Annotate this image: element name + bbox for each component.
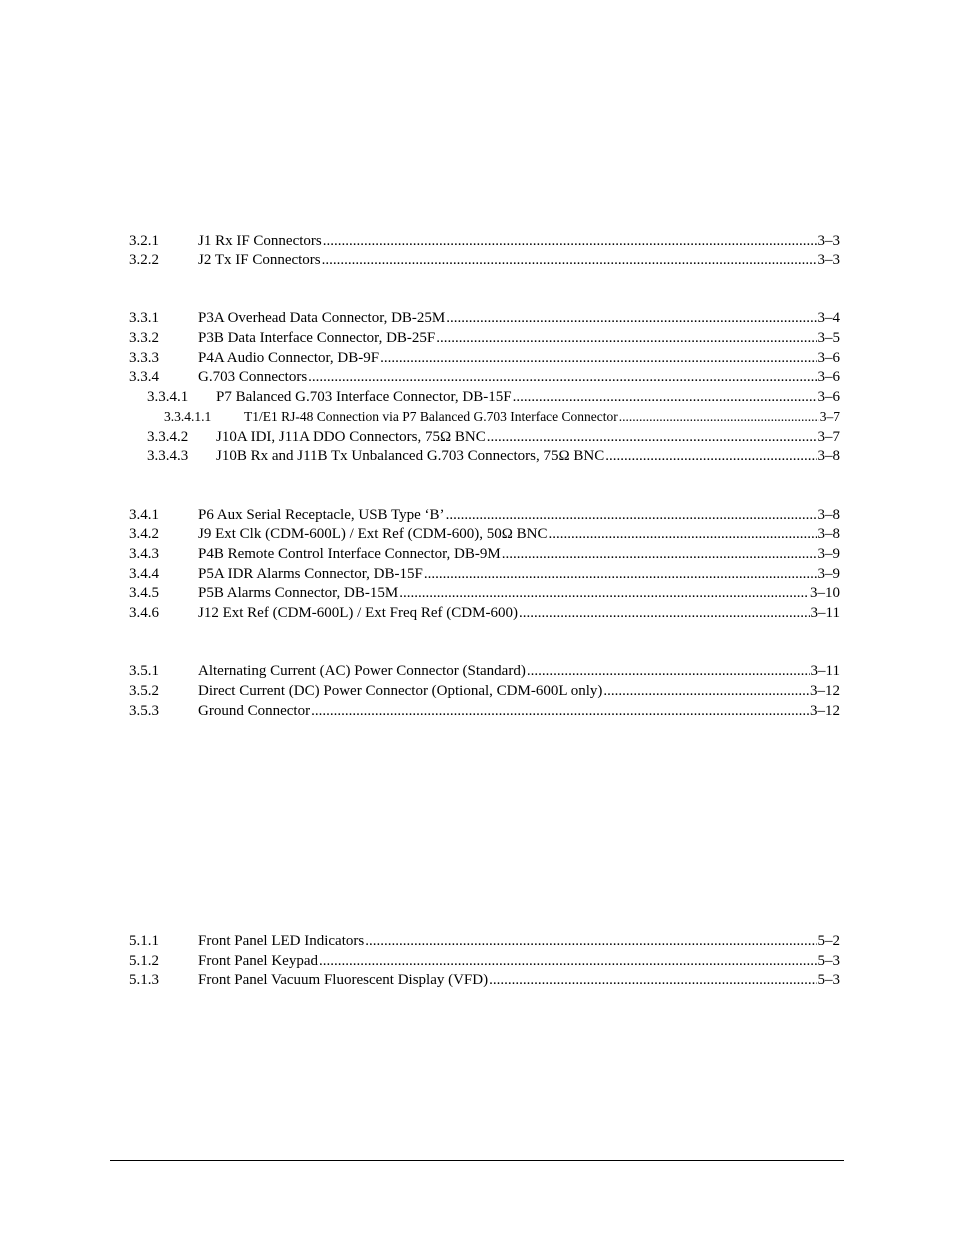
toc-entry[interactable] (0, 544, 954, 564)
dot-leader (489, 970, 816, 990)
toc-entry[interactable] (0, 231, 954, 251)
section-title: J2 Tx IF Connectors (198, 252, 321, 268)
section-number: 3.4.5 (129, 585, 159, 601)
section-number: 3.4.6 (129, 605, 159, 621)
section-title: P6 Aux Serial Receptacle, USB Type ‘B’ (198, 507, 445, 523)
dot-leader (513, 387, 817, 407)
page-number: 5–3 (817, 953, 840, 969)
section-title: Front Panel Keypad (198, 953, 318, 969)
section-number: 3.2.2 (129, 252, 159, 268)
page-number: 3–3 (817, 233, 840, 249)
dot-leader (436, 328, 816, 348)
dot-leader (399, 583, 809, 603)
section-title: G.703 Connectors (198, 369, 308, 385)
section-number: 3.3.4.1.1 (164, 409, 212, 424)
dot-leader (502, 544, 817, 564)
page-number: 3–11 (810, 663, 840, 679)
toc-entry[interactable] (0, 387, 954, 407)
section-title: P4B Remote Control Interface Connector, DB-9M (198, 546, 501, 562)
page-number: 3–3 (817, 252, 840, 268)
toc-entry[interactable] (0, 931, 954, 951)
page-number: 3–12 (810, 703, 840, 719)
dot-leader (487, 427, 817, 447)
page-number: 3–12 (810, 683, 840, 699)
section-title: P3B Data Interface Connector, DB-25F (198, 330, 436, 346)
section-number: 3.4.2 (129, 526, 159, 542)
toc-entry[interactable] (0, 564, 954, 584)
page-number: 3–6 (817, 350, 840, 366)
toc-entry[interactable] (0, 250, 954, 270)
dot-leader (424, 564, 817, 584)
page-number: 3–8 (817, 507, 840, 523)
section-title: P3A Overhead Data Connector, DB-25M (198, 310, 446, 326)
dot-leader (323, 231, 817, 251)
dot-leader (619, 407, 819, 427)
toc-entry[interactable] (0, 681, 954, 701)
section-title: J12 Ext Ref (CDM-600L) / Ext Freq Ref (CDM-600) (198, 605, 518, 621)
section-title: P5B Alarms Connector, DB-15M (198, 585, 399, 601)
section-number: 3.3.2 (129, 330, 159, 346)
dot-leader (322, 250, 817, 270)
page-number: 3–6 (817, 369, 840, 385)
dot-leader (380, 348, 816, 368)
dot-leader (527, 661, 810, 681)
section-title: Alternating Current (AC) Power Connector (Standard) (198, 663, 526, 679)
section-number: 3.5.1 (129, 663, 159, 679)
dot-leader (519, 603, 810, 623)
section-title: P7 Balanced G.703 Interface Connector, DB-15F (216, 389, 512, 405)
toc-entry[interactable] (0, 407, 954, 427)
section-number: 5.1.1 (129, 933, 159, 949)
page-number: 3–7 (817, 429, 840, 445)
page-number: 3–5 (817, 330, 840, 346)
section-title: P5A IDR Alarms Connector, DB-15F (198, 566, 423, 582)
toc-entry[interactable] (0, 446, 954, 466)
dot-leader (446, 308, 816, 328)
page-number: 3–6 (817, 389, 840, 405)
toc-entry[interactable] (0, 970, 954, 990)
page-number: 3–9 (817, 546, 840, 562)
section-title: J9 Ext Clk (CDM-600L) / Ext Ref (CDM-600), 50Ω BNC (198, 526, 548, 542)
section-number: 3.3.4.1 (147, 389, 189, 405)
toc-entry[interactable] (0, 524, 954, 544)
page-number: 3–11 (810, 605, 840, 621)
dot-leader (605, 446, 816, 466)
dot-leader (603, 681, 809, 701)
section-number: 3.4.4 (129, 566, 159, 582)
page-number: 3–9 (817, 566, 840, 582)
toc-entry[interactable] (0, 701, 954, 721)
section-title: J1 Rx IF Connectors (198, 233, 322, 249)
page-number: 3–4 (817, 310, 840, 326)
dot-leader (319, 951, 817, 971)
section-number: 5.1.2 (129, 953, 159, 969)
section-title: T1/E1 RJ-48 Connection via P7 Balanced G.703 Interface Connector (244, 409, 618, 424)
section-number: 3.2.1 (129, 233, 159, 249)
toc-entry[interactable] (0, 367, 954, 387)
toc-entry[interactable] (0, 427, 954, 447)
toc-entry[interactable] (0, 348, 954, 368)
dot-leader (446, 505, 817, 525)
page-number: 3–8 (817, 448, 840, 464)
section-title: Front Panel LED Indicators (198, 933, 365, 949)
page-number: 5–3 (817, 972, 840, 988)
toc-entry[interactable] (0, 583, 954, 603)
section-number: 5.1.3 (129, 972, 159, 988)
dot-leader (311, 701, 809, 721)
section-title: Ground Connector (198, 703, 311, 719)
section-title: J10B Rx and J11B Tx Unbalanced G.703 Connectors, 75Ω BNC (216, 448, 605, 464)
page-number: 5–2 (817, 933, 840, 949)
dot-leader (365, 931, 816, 951)
section-title: P4A Audio Connector, DB-9F (198, 350, 380, 366)
dot-leader (548, 524, 816, 544)
section-title: Front Panel Vacuum Fluorescent Display (VFD) (198, 972, 489, 988)
toc-entry[interactable] (0, 308, 954, 328)
toc-entry[interactable] (0, 951, 954, 971)
section-title: J10A IDI, J11A DDO Connectors, 75Ω BNC (216, 429, 486, 445)
toc-entry[interactable] (0, 661, 954, 681)
section-number: 3.3.4.3 (147, 448, 189, 464)
page-number: 3–8 (817, 526, 840, 542)
toc-entry[interactable] (0, 328, 954, 348)
section-number: 3.4.1 (129, 507, 159, 523)
footer-rule (110, 1160, 844, 1161)
page-number: 3–10 (810, 585, 840, 601)
page-number: 3–7 (819, 409, 840, 424)
section-number: 3.3.3 (129, 350, 159, 366)
toc-entry[interactable] (0, 603, 954, 623)
section-number: 3.3.4.2 (147, 429, 189, 445)
toc-entry[interactable] (0, 505, 954, 525)
section-number: 3.3.4 (129, 369, 159, 385)
section-number: 3.5.2 (129, 683, 159, 699)
section-title: Direct Current (DC) Power Connector (Optional, CDM-600L only) (198, 683, 603, 699)
section-number: 3.3.1 (129, 310, 159, 326)
dot-leader (308, 367, 816, 387)
section-number: 3.4.3 (129, 546, 159, 562)
section-number: 3.5.3 (129, 703, 159, 719)
